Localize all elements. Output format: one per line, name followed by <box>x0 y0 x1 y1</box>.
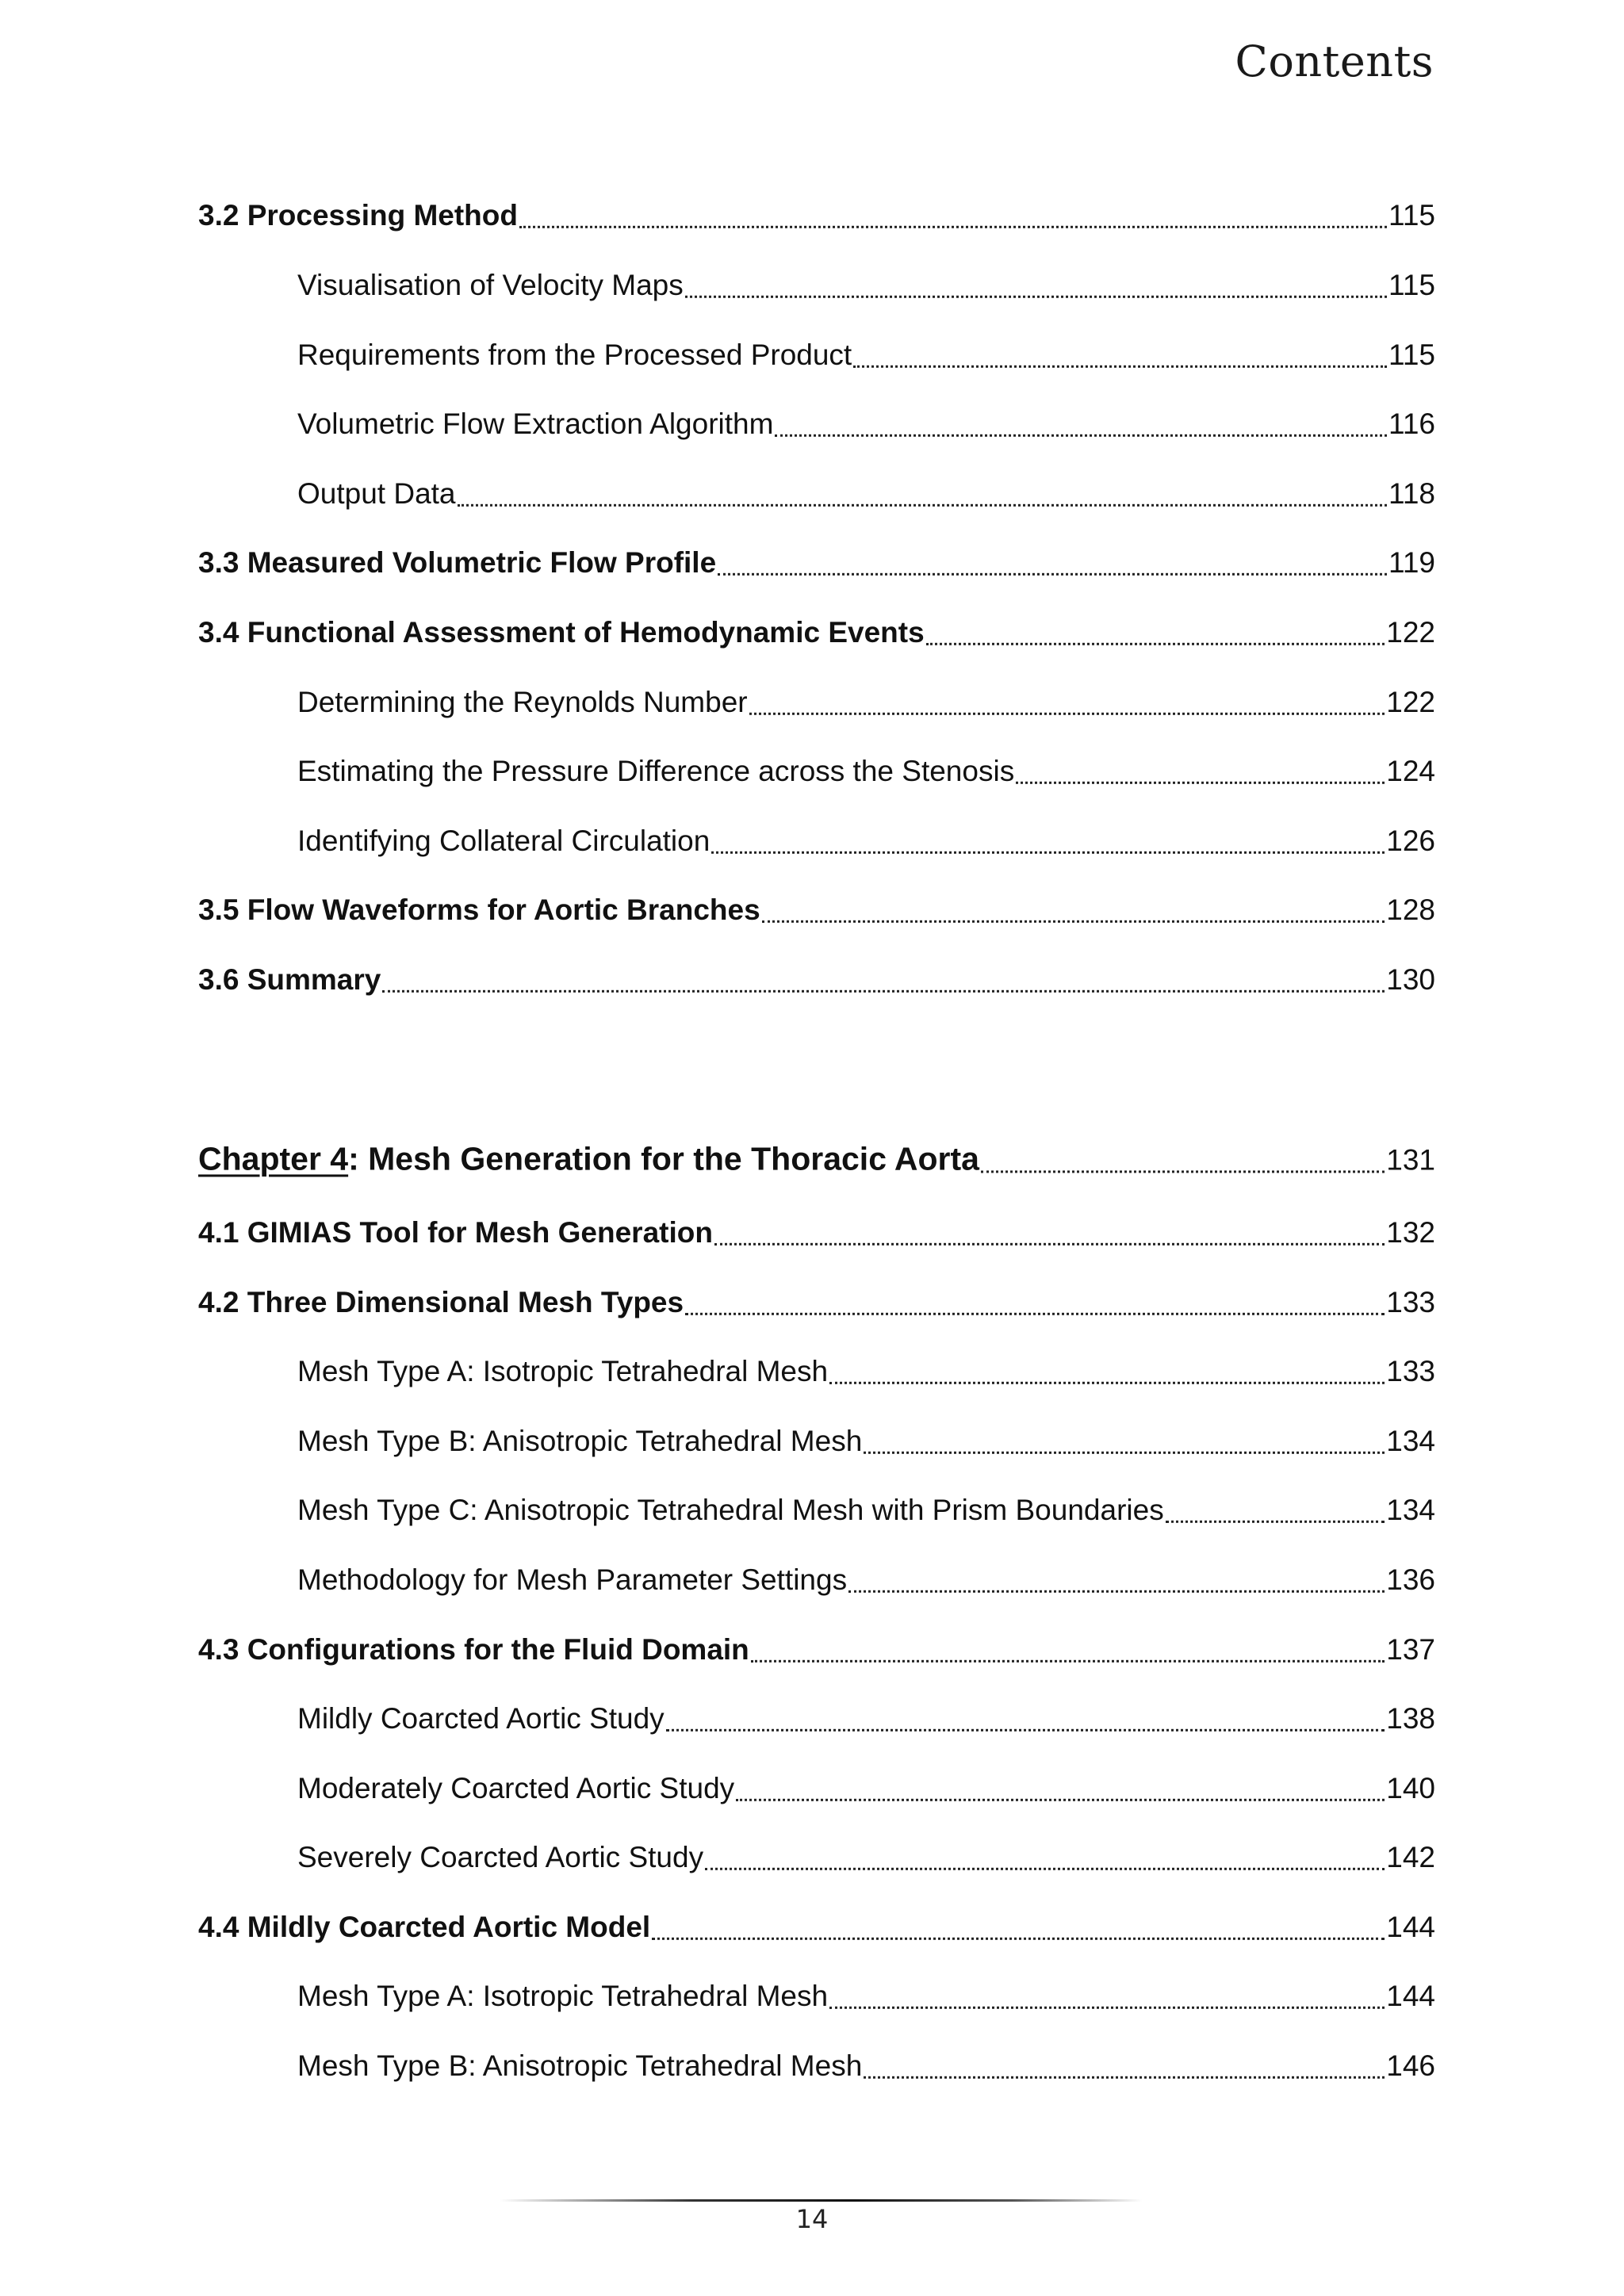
toc-entry-title: 4.4 Mildly Coarcted Aortic Model <box>198 1910 651 1943</box>
dot-leader <box>762 920 1385 923</box>
toc-entry-page: 146 <box>1386 2049 1435 2082</box>
dot-leader <box>685 296 1387 298</box>
toc-entry[interactable] <box>198 615 1435 650</box>
toc-entry-page: 133 <box>1386 1285 1435 1318</box>
toc-entry-title: Methodology for Mesh Parameter Settings <box>297 1563 848 1596</box>
toc-chapter-title <box>198 1139 979 1178</box>
footer-divider <box>500 2199 1142 2202</box>
toc-entry-page: 119 <box>1388 545 1435 579</box>
toc-entry[interactable] <box>297 1563 1435 1598</box>
toc-entry-title: Severely Coarcted Aortic Study <box>297 1840 704 1873</box>
toc-chapter-entry[interactable] <box>198 1139 1435 1178</box>
dot-leader <box>749 713 1385 715</box>
dot-leader <box>666 1729 1385 1732</box>
toc-entry[interactable] <box>297 268 1435 303</box>
toc-entry-title: Requirements from the Processed Product <box>297 338 852 371</box>
toc-entry-page: 144 <box>1386 1910 1435 1943</box>
toc-entry-title: 3.4 Functional Assessment of Hemodynamic Events <box>198 615 925 649</box>
toc-entry-page: 134 <box>1386 1493 1435 1526</box>
toc-entry-page: 124 <box>1386 754 1435 787</box>
toc-entry[interactable] <box>198 1632 1435 1667</box>
toc-entry-page: 118 <box>1388 476 1435 510</box>
toc-entry-page: 130 <box>1386 962 1435 996</box>
toc-entry[interactable] <box>297 1354 1435 1389</box>
toc-entry[interactable] <box>297 1840 1435 1875</box>
toc-entry-page: 115 <box>1388 268 1435 301</box>
dot-leader <box>652 1938 1385 1940</box>
toc-entry-title: Mesh Type B: Anisotropic Tetrahedral Mesh <box>297 1424 863 1457</box>
toc-entry-page: 140 <box>1386 1771 1435 1804</box>
toc-entry[interactable] <box>198 1285 1435 1320</box>
dot-leader <box>751 1660 1385 1663</box>
dot-leader <box>829 2007 1385 2009</box>
toc-entry[interactable] <box>297 685 1435 720</box>
toc-entry-title: Output Data <box>297 476 456 510</box>
toc-entry-title: 3.3 Measured Volumetric Flow Profile <box>198 545 717 579</box>
toc-entry-title: Mildly Coarcted Aortic Study <box>297 1701 665 1735</box>
toc-entry[interactable] <box>198 1215 1435 1250</box>
toc-entry[interactable] <box>198 962 1435 997</box>
dot-leader <box>714 1243 1385 1246</box>
dot-leader <box>864 2076 1385 2079</box>
toc-entry-title: 4.1 GIMIAS Tool for Mesh Generation <box>198 1215 713 1249</box>
toc-entry-page: 116 <box>1388 407 1435 440</box>
toc-entry-page: 133 <box>1386 1354 1435 1387</box>
dot-leader <box>981 1170 1385 1173</box>
toc-entry-title: 3.2 Processing Method <box>198 198 518 232</box>
toc-entry-page: 132 <box>1386 1215 1435 1249</box>
toc-entry[interactable] <box>297 1493 1435 1528</box>
toc-entry[interactable] <box>297 1424 1435 1459</box>
dot-leader <box>848 1590 1385 1593</box>
toc-entry[interactable] <box>297 1979 1435 2014</box>
dot-leader <box>1166 1521 1385 1523</box>
chapter-link[interactable]: Chapter 4 <box>198 1140 349 1177</box>
toc-entry[interactable] <box>297 407 1435 442</box>
toc-entry-title: 3.6 Summary <box>198 962 381 996</box>
toc-entry-title: Identifying Collateral Circulation <box>297 824 710 857</box>
dot-leader <box>705 1868 1385 1870</box>
toc-entry[interactable] <box>297 2049 1435 2084</box>
toc-entry-page: 138 <box>1386 1701 1435 1735</box>
toc-entry-title: Estimating the Pressure Difference across the Stenosis <box>297 754 1015 787</box>
toc-entry-title: Volumetric Flow Extraction Algorithm <box>297 407 774 440</box>
toc-entry-page: 137 <box>1386 1632 1435 1666</box>
toc-entry-title: Visualisation of Velocity Maps <box>297 268 684 301</box>
dot-leader <box>718 573 1387 576</box>
toc-entry[interactable] <box>297 476 1435 511</box>
toc-entry[interactable] <box>198 893 1435 928</box>
chapter-title-text: : Mesh Generation for the Thoracic Aorta <box>348 1140 979 1177</box>
toc-entry-title: Mesh Type A: Isotropic Tetrahedral Mesh <box>297 1979 829 2012</box>
dot-leader <box>382 990 1385 993</box>
dot-leader <box>853 365 1387 368</box>
toc-entry-title: Moderately Coarcted Aortic Study <box>297 1771 735 1804</box>
toc-entry-title: Mesh Type B: Anisotropic Tetrahedral Mesh <box>297 2049 863 2082</box>
toc-entry-title: 4.2 Three Dimensional Mesh Types <box>198 1285 684 1318</box>
page-number: 14 <box>795 2204 829 2234</box>
toc-entry-title: 3.5 Flow Waveforms for Aortic Branches <box>198 893 760 926</box>
toc-entry-page: 122 <box>1386 615 1435 649</box>
toc-entry-title: Mesh Type A: Isotropic Tetrahedral Mesh <box>297 1354 829 1387</box>
toc-entry[interactable] <box>198 1910 1435 1945</box>
toc-entry-page: 128 <box>1386 893 1435 926</box>
toc-entry-page: 134 <box>1386 1424 1435 1457</box>
toc-entry-page: 144 <box>1386 1979 1435 2012</box>
toc-entry-page: 115 <box>1388 338 1435 371</box>
toc-entry[interactable] <box>297 824 1435 859</box>
dot-leader <box>829 1382 1385 1384</box>
toc-entry[interactable] <box>198 198 1435 233</box>
toc-entry-page: 122 <box>1386 685 1435 718</box>
toc-entry-page: 142 <box>1386 1840 1435 1873</box>
dot-leader <box>864 1452 1385 1454</box>
toc-entry-title: Mesh Type C: Anisotropic Tetrahedral Mesh with Prism Boundaries <box>297 1493 1164 1526</box>
dot-leader <box>711 851 1385 854</box>
dot-leader <box>1016 782 1385 784</box>
toc-entry-title: Determining the Reynolds Number <box>297 685 748 718</box>
toc-entry[interactable] <box>297 1771 1435 1806</box>
toc-entry-page: 136 <box>1386 1563 1435 1596</box>
toc-entry-title: 4.3 Configurations for the Fluid Domain <box>198 1632 749 1666</box>
toc-entry[interactable] <box>297 754 1435 789</box>
dot-leader <box>458 504 1387 507</box>
toc-entry[interactable] <box>297 1701 1435 1736</box>
toc-entry-page: 115 <box>1388 198 1435 232</box>
dot-leader <box>685 1313 1385 1315</box>
toc-entry[interactable] <box>198 545 1435 580</box>
toc-entry[interactable] <box>297 338 1435 373</box>
dot-leader <box>775 434 1387 437</box>
dot-leader <box>519 226 1387 228</box>
dot-leader <box>736 1799 1385 1801</box>
toc-entry-page: 131 <box>1386 1143 1435 1177</box>
toc-entry-page: 126 <box>1386 824 1435 857</box>
dot-leader <box>926 643 1385 645</box>
running-header: Contents <box>1235 36 1434 86</box>
